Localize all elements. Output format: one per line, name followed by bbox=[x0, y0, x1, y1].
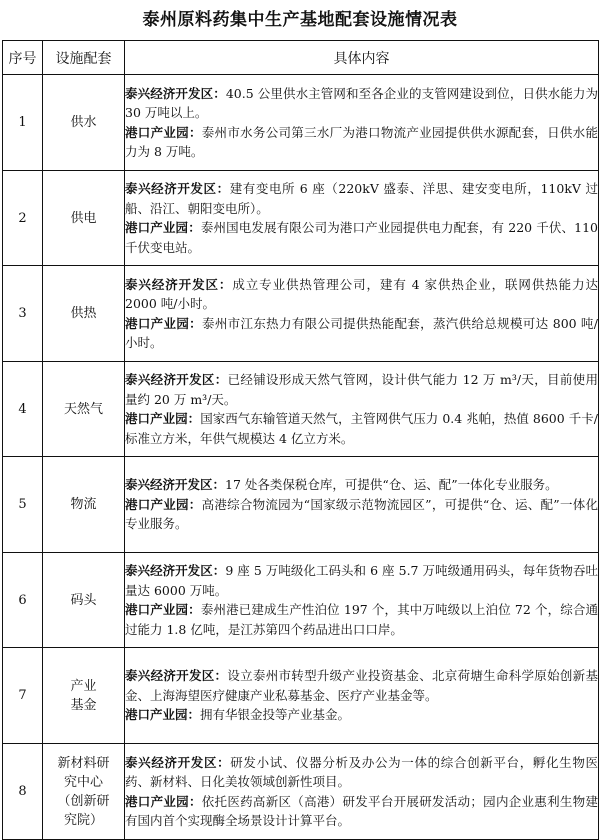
facility-category bbox=[43, 75, 125, 171]
park-entry bbox=[125, 370, 598, 409]
park-entry bbox=[125, 705, 598, 725]
table-row bbox=[3, 553, 599, 648]
facility-detail bbox=[125, 457, 599, 553]
park-text: 40.5 公里供水主管网和至各企业的支管网建设到位，日供水能力为 30 万吨以上。 bbox=[125, 85, 598, 120]
header-index: 序号 bbox=[3, 41, 43, 75]
park-text: 9 座 5 万吨级化工码头和 6 座 5.7 万吨级通用码头，每年货物吞吐量达 6000 万吨。 bbox=[125, 563, 598, 598]
category-line: 供电 bbox=[70, 210, 97, 226]
row-number: 3 bbox=[3, 266, 43, 362]
facility-category bbox=[43, 553, 125, 648]
row-number: 5 bbox=[3, 457, 43, 553]
facility-category bbox=[43, 648, 125, 744]
facility-detail bbox=[125, 648, 599, 744]
park-entry bbox=[125, 600, 598, 639]
park-text: 泰州港已建成生产性泊位 197 个，其中万吨级以上泊位 72 个，综合通过能力 1.8 亿吨，是江苏第四个药品进出口口岸。 bbox=[125, 602, 598, 637]
park-entry bbox=[125, 409, 598, 448]
park-label: 泰兴经济开发区： bbox=[125, 563, 226, 578]
park-label: 港口产业园： bbox=[125, 707, 201, 723]
park-entry bbox=[125, 275, 598, 314]
row-number: 7 bbox=[3, 648, 43, 744]
park-entry bbox=[125, 666, 598, 705]
park-text: 国家西气东输管道天然气，主管网供气压力 0.4 兆帕，热值 8600 千卡/标准立方米，年供气规模达 4 亿立方米。 bbox=[125, 411, 598, 446]
header-facility: 设施配套 bbox=[43, 41, 125, 75]
page-title: 泰州原料药集中生产基地配套设施情况表 bbox=[142, 10, 458, 30]
category-line: 新材料研 bbox=[57, 755, 110, 771]
facility-detail bbox=[125, 171, 599, 266]
row-number: 4 bbox=[3, 362, 43, 457]
park-label: 泰兴经济开发区： bbox=[125, 668, 228, 684]
park-label: 港口产业园： bbox=[125, 602, 201, 617]
park-label: 港口产业园： bbox=[125, 411, 201, 426]
park-label: 泰兴经济开发区： bbox=[125, 181, 230, 196]
park-text: 设立泰州市转型升级产业投资基金、北京荷塘生命科学原始创新基金、上海海望医疗健康产业私募基金、医疗产业基金等。 bbox=[125, 668, 598, 703]
category-line: 供热 bbox=[70, 306, 97, 321]
table-header-row bbox=[3, 41, 599, 75]
park-entry bbox=[125, 179, 598, 218]
table-row bbox=[3, 362, 599, 457]
park-label: 港口产业园： bbox=[125, 793, 202, 809]
park-text: 高港综合物流园为“国家级示范物流园区”，可提供“仓、运、配”一体化专业服务。 bbox=[125, 496, 598, 532]
row-number: 2 bbox=[3, 171, 43, 266]
park-entry bbox=[125, 84, 598, 123]
park-label: 泰兴经济开发区： bbox=[125, 85, 226, 101]
park-entry bbox=[125, 218, 598, 257]
facility-category bbox=[43, 362, 125, 457]
facility-detail bbox=[125, 362, 599, 457]
row-number: 6 bbox=[3, 553, 43, 648]
row-number: 1 bbox=[3, 75, 43, 171]
park-entry bbox=[125, 561, 598, 600]
park-text: 泰州市水务公司第三水厂为港口物流产业园提供供水源配套，日供水能力为 8 万吨。 bbox=[125, 124, 598, 159]
park-text: 泰州市江东热力有限公司提供热能配套，蒸汽供给总规模可达 800 吨/小时。 bbox=[125, 315, 598, 350]
park-entry bbox=[125, 123, 598, 162]
park-text: 17 处各类保税仓库，可提供“仓、运、配”一体化专业服务。 bbox=[225, 477, 558, 493]
table-row bbox=[3, 171, 599, 266]
park-entry bbox=[125, 753, 598, 792]
table-row bbox=[3, 75, 599, 171]
park-label: 泰兴经济开发区： bbox=[125, 754, 231, 770]
category-line: 究院） bbox=[63, 812, 103, 828]
park-label: 泰兴经济开发区： bbox=[125, 477, 226, 493]
park-label: 港口产业园： bbox=[125, 496, 202, 512]
facility-table bbox=[2, 40, 599, 840]
table-row bbox=[3, 457, 599, 553]
park-label: 泰兴经济开发区： bbox=[125, 276, 233, 292]
facility-detail bbox=[125, 266, 599, 362]
row-number: 8 bbox=[3, 744, 43, 840]
table-row bbox=[3, 744, 599, 840]
header-content: 具体内容 bbox=[125, 41, 599, 75]
park-entry bbox=[125, 475, 598, 495]
category-line: 天然气 bbox=[63, 401, 103, 417]
category-line: 基金 bbox=[70, 697, 97, 713]
park-label: 港口产业园： bbox=[125, 220, 201, 235]
facility-detail bbox=[125, 75, 599, 171]
park-label: 港口产业园： bbox=[125, 124, 202, 140]
category-line: 究中心 bbox=[63, 774, 103, 790]
facility-category bbox=[43, 266, 125, 362]
category-line: 供水 bbox=[70, 115, 97, 130]
park-entry bbox=[125, 495, 598, 534]
park-text: 成立专业供热管理公司，建有 4 家供热企业，联网供热能力达 2000 吨/小时。 bbox=[125, 276, 598, 311]
park-text: 泰州国电发展有限公司为港口产业园提供电力配套，有 220 千伏、110 千伏变电站。 bbox=[125, 220, 598, 255]
facility-category bbox=[43, 744, 125, 840]
park-text: 依托医药高新区（高港）研发平台开展研发活动；园内企业惠利生物建有国内首个实现酶全场景设计计算平台。 bbox=[125, 793, 598, 828]
park-entry bbox=[125, 792, 598, 831]
park-text: 拥有华银金投等产业基金。 bbox=[200, 707, 351, 723]
category-line: （创新研 bbox=[57, 793, 110, 809]
park-label: 泰兴经济开发区： bbox=[125, 372, 228, 387]
table-row bbox=[3, 648, 599, 744]
park-text: 建有变电所 6 座（220kV 盛泰、洋思、建安变电所，110kV 过船、沿江、朝阳变电所）。 bbox=[125, 181, 598, 216]
facility-category bbox=[43, 171, 125, 266]
category-line: 码头 bbox=[70, 592, 97, 608]
park-text: 研发小试、仪器分析及办公为一体的综合创新平台，孵化生物医药、新材料、日化美妆领域创新性项目。 bbox=[125, 754, 598, 789]
park-label: 港口产业园： bbox=[125, 315, 202, 331]
category-line: 产业 bbox=[70, 678, 97, 694]
facility-category bbox=[43, 457, 125, 553]
park-entry bbox=[125, 314, 598, 353]
facility-detail bbox=[125, 553, 599, 648]
table-row bbox=[3, 266, 599, 362]
facility-detail bbox=[125, 744, 599, 840]
category-line: 物流 bbox=[70, 497, 97, 512]
park-text: 已经铺设形成天然气管网，设计供气能力 12 万 m³/天，目前使用量约 20 万 m³/天。 bbox=[125, 372, 598, 407]
